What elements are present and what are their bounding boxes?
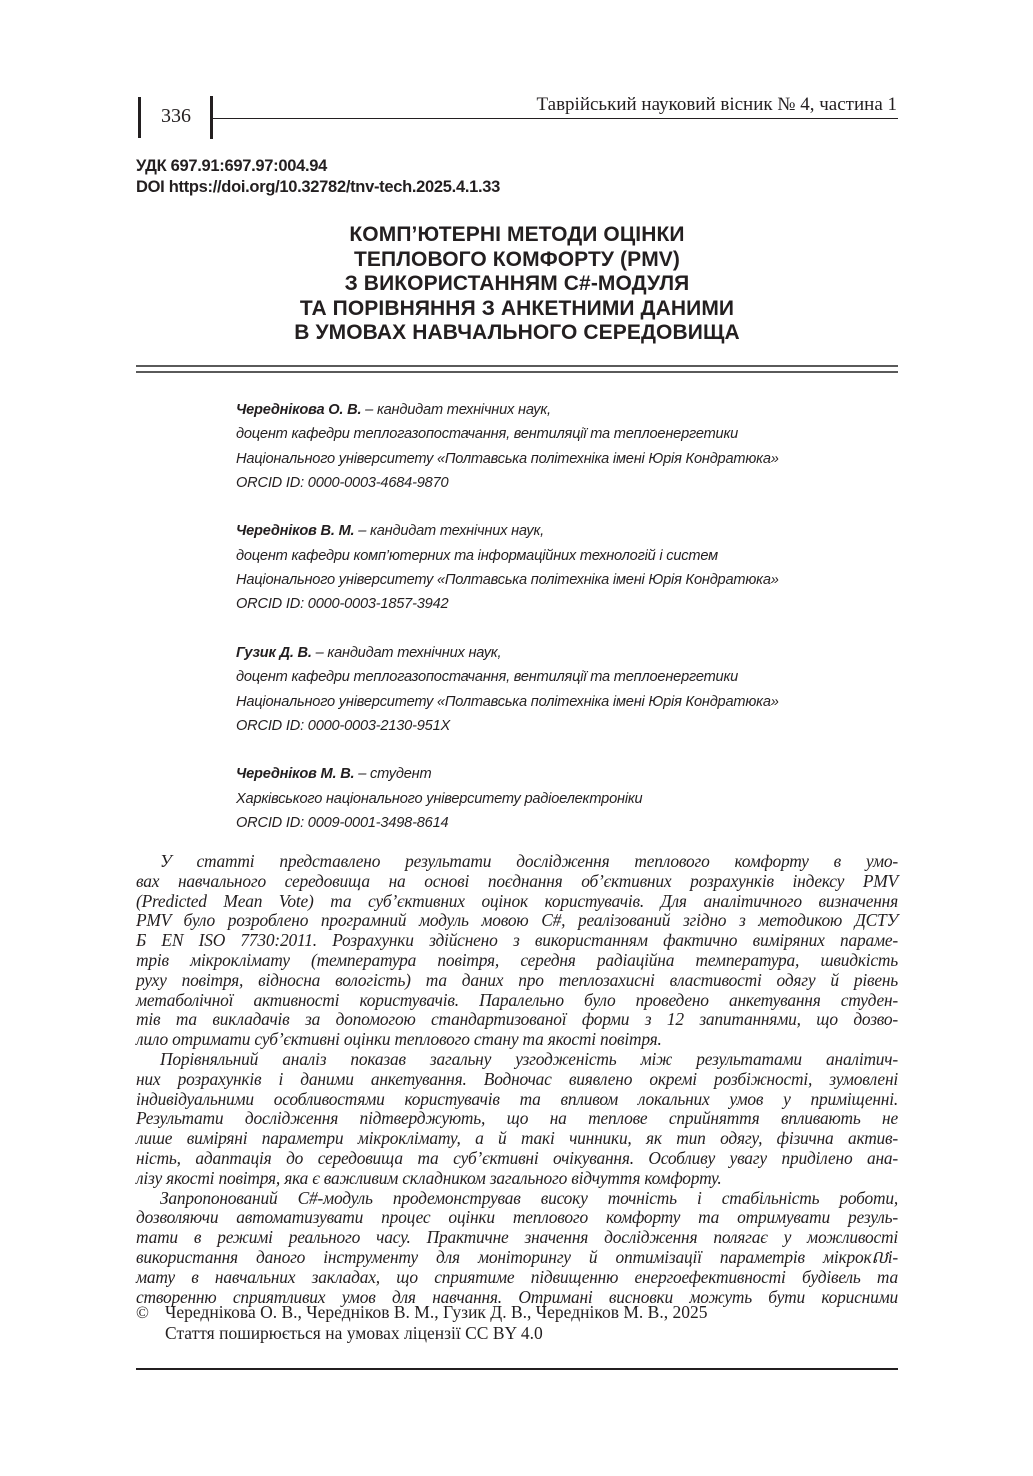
header-rule — [212, 118, 898, 119]
author-heading — [236, 762, 896, 786]
title-rule-bottom — [136, 371, 898, 373]
abstract-line: створенню сприятливих умов для навчання. Отримані висновки можуть бути корисними — [136, 1286, 898, 1307]
abstract-line: (Predicted Mean Vote) та суб’єктивних оцінок користувачів. Для аналітичного визначення — [136, 890, 898, 911]
abstract-line: лише виміряні параметри мікроклімату, а й такі чинники, як тип одягу, фізична актив- — [136, 1128, 898, 1149]
footer-rule — [136, 1368, 898, 1370]
author-affiliation: Національного університету «Полтавська політехніка імені Юрія Кондратюка» — [236, 450, 779, 467]
abstract-line: трів мікроклімату (температура повітря, середня радіаційна температура, швидкість — [136, 949, 898, 970]
abstract-line: них розрахунків і даними анкетування. Водночас виявлено окремі розбіжності, зумовлені — [136, 1068, 898, 1089]
author-position: доцент кафедри теплогазопостачання, вентиляції та теплоенергетики — [236, 426, 739, 443]
author-heading — [236, 519, 896, 543]
title-line: ТА ПОРІВНЯННЯ З АНКЕТНИМИ ДАНИМИ — [299, 296, 735, 320]
author-affiliation: Харківського національного університету радіоелектроніки — [236, 790, 643, 807]
abstract-line: використання даного інструменту для моніторингу й оптимізації параметрів мікрокលі- — [136, 1246, 898, 1267]
author-entry — [236, 398, 896, 495]
doi-link[interactable]: DOI https://doi.org/10.32782/tnv-tech.2025.4.1.33 — [136, 178, 501, 196]
title-line: В УМОВАХ НАВЧАЛЬНОГО СЕРЕДОВИЩА — [294, 321, 740, 344]
title-line: З ВИКОРИСТАННЯМ C#-МОДУЛЯ — [344, 272, 690, 295]
author-name: Череднікова О. В. — [236, 402, 362, 418]
author-heading — [236, 398, 896, 422]
header-left-bar — [138, 97, 141, 138]
author-role: – студент — [354, 766, 432, 783]
author-affiliation: Національного університету «Полтавська політехніка імені Юрія Кондратюка» — [236, 693, 779, 710]
author-entry — [236, 641, 896, 738]
abstract-line: Б EN ISO 7730:2011. Розрахунки здійснено з використанням фактично виміряних параме- — [136, 930, 898, 951]
abstract-line: ність, адаптація до середовища та суб’єктивні очікування. Особливу увагу приділено ана- — [136, 1147, 898, 1168]
copyright-icon: © — [136, 1303, 149, 1322]
abstract-line: PMV було розроблено програмний модуль мовою C#, реалізований згідно з методикою ДСТУ — [136, 910, 898, 931]
copyright-block — [165, 1302, 707, 1343]
author-orcid: ORCID ID: 0009-0001-3498-8614 — [236, 815, 449, 832]
abstract-line: вах навчального середовища на основі поєднання об’єктивних розрахунків індексу PMV — [136, 870, 898, 891]
author-role: – кандидат технічних наук, — [311, 644, 502, 661]
abstract-line: Результати дослідження підтверджують, що на теплове сприйняття впливають не — [136, 1108, 898, 1129]
page-number: 336 — [161, 105, 191, 127]
abstract-paragraph — [136, 1050, 898, 1189]
abstract-line: метаболічної активності користувачів. Паралельно було проведено анкетування студен- — [136, 989, 898, 1010]
abstract-line: У статті представлено результати дослідження теплового комфорту в умо- — [160, 851, 898, 871]
title-line: КОМП’ЮТЕРНІ МЕТОДИ ОЦІНКИ — [349, 223, 685, 246]
author-orcid: ORCID ID: 0000-0003-4684-9870 — [236, 474, 449, 491]
abstract — [136, 852, 898, 1307]
copyright-text: Череднікова О. В., Чередніков В. М., Гузик Д. В., Чередніков М. В., 2025 — [165, 1302, 708, 1322]
abstract-line: руху повітря, відносна вологість) та даних про теплозахисні властивості одягу й рівень — [136, 969, 898, 990]
author-affiliation: Національного університету «Полтавська політехніка імені Юрія Кондратюка» — [236, 572, 779, 589]
article-title — [136, 223, 898, 346]
title-rule-top — [136, 365, 898, 367]
abstract-line: тати в режимі реального часу. Практичне значення дослідження полягає у можливості — [136, 1227, 898, 1248]
udk-code: УДК 697.91:697.97:004.94 — [136, 157, 328, 175]
author-orcid: ORCID ID: 0000-0003-2130-951X — [236, 717, 451, 734]
author-heading — [236, 641, 896, 665]
authors-block — [236, 398, 896, 860]
license-text: Стаття поширюється на умовах ліцензії CC BY 4.0 — [165, 1322, 543, 1343]
author-position: доцент кафедри комп’ютерних та інформаційних технологій і систем — [236, 547, 718, 564]
abstract-line: мату в навчальних закладах, що сприятиме підвищенню енергоефективності будівель та — [136, 1266, 898, 1287]
author-orcid: ORCID ID: 0000-0003-1857-3942 — [236, 596, 449, 613]
author-role: – кандидат технічних наук, — [361, 402, 551, 418]
author-name: Гузик Д. В. — [236, 644, 312, 661]
abstract-paragraph — [136, 852, 898, 1050]
author-role: – кандидат технічних наук, — [354, 523, 544, 540]
author-name: Чередніков М. В. — [236, 766, 355, 783]
abstract-paragraph — [136, 1189, 898, 1308]
abstract-line: лило отримати суб’єктивні оцінки теплового стану та якості повітря. — [136, 1029, 662, 1050]
author-position: доцент кафедри теплогазопостачання, вентиляції та теплоенергетики — [236, 669, 739, 686]
abstract-line: Запропонований C#-модуль продемонстрував високу точність і стабільність роботи, — [160, 1187, 898, 1208]
abstract-line: індивідуальними особливостями користувачів та впливом локальних умов у приміщенні. — [136, 1088, 898, 1109]
title-line: ТЕПЛОВОГО КОМФОРТУ (PMV) — [353, 247, 681, 271]
journal-title: Таврійський науковий вісник № 4, частина 1 — [536, 94, 897, 115]
author-entry — [236, 519, 896, 616]
author-entry — [236, 762, 896, 835]
abstract-line: дозволяючи автоматизувати процес оцінки теплового комфорту та отримувати резуль- — [136, 1207, 898, 1228]
abstract-line: лізу якості повітря, яка є важливим складником загального відчуття комфорту. — [136, 1167, 722, 1188]
author-name: Чередніков В. М. — [236, 523, 355, 540]
abstract-line: Порівняльний аналіз показав загальну узгодженість між результатами аналітич- — [160, 1048, 898, 1069]
abstract-line: тів та викладачів за допомогою стандартизованої форми з 12 запитаннями, що дозво- — [136, 1009, 898, 1030]
